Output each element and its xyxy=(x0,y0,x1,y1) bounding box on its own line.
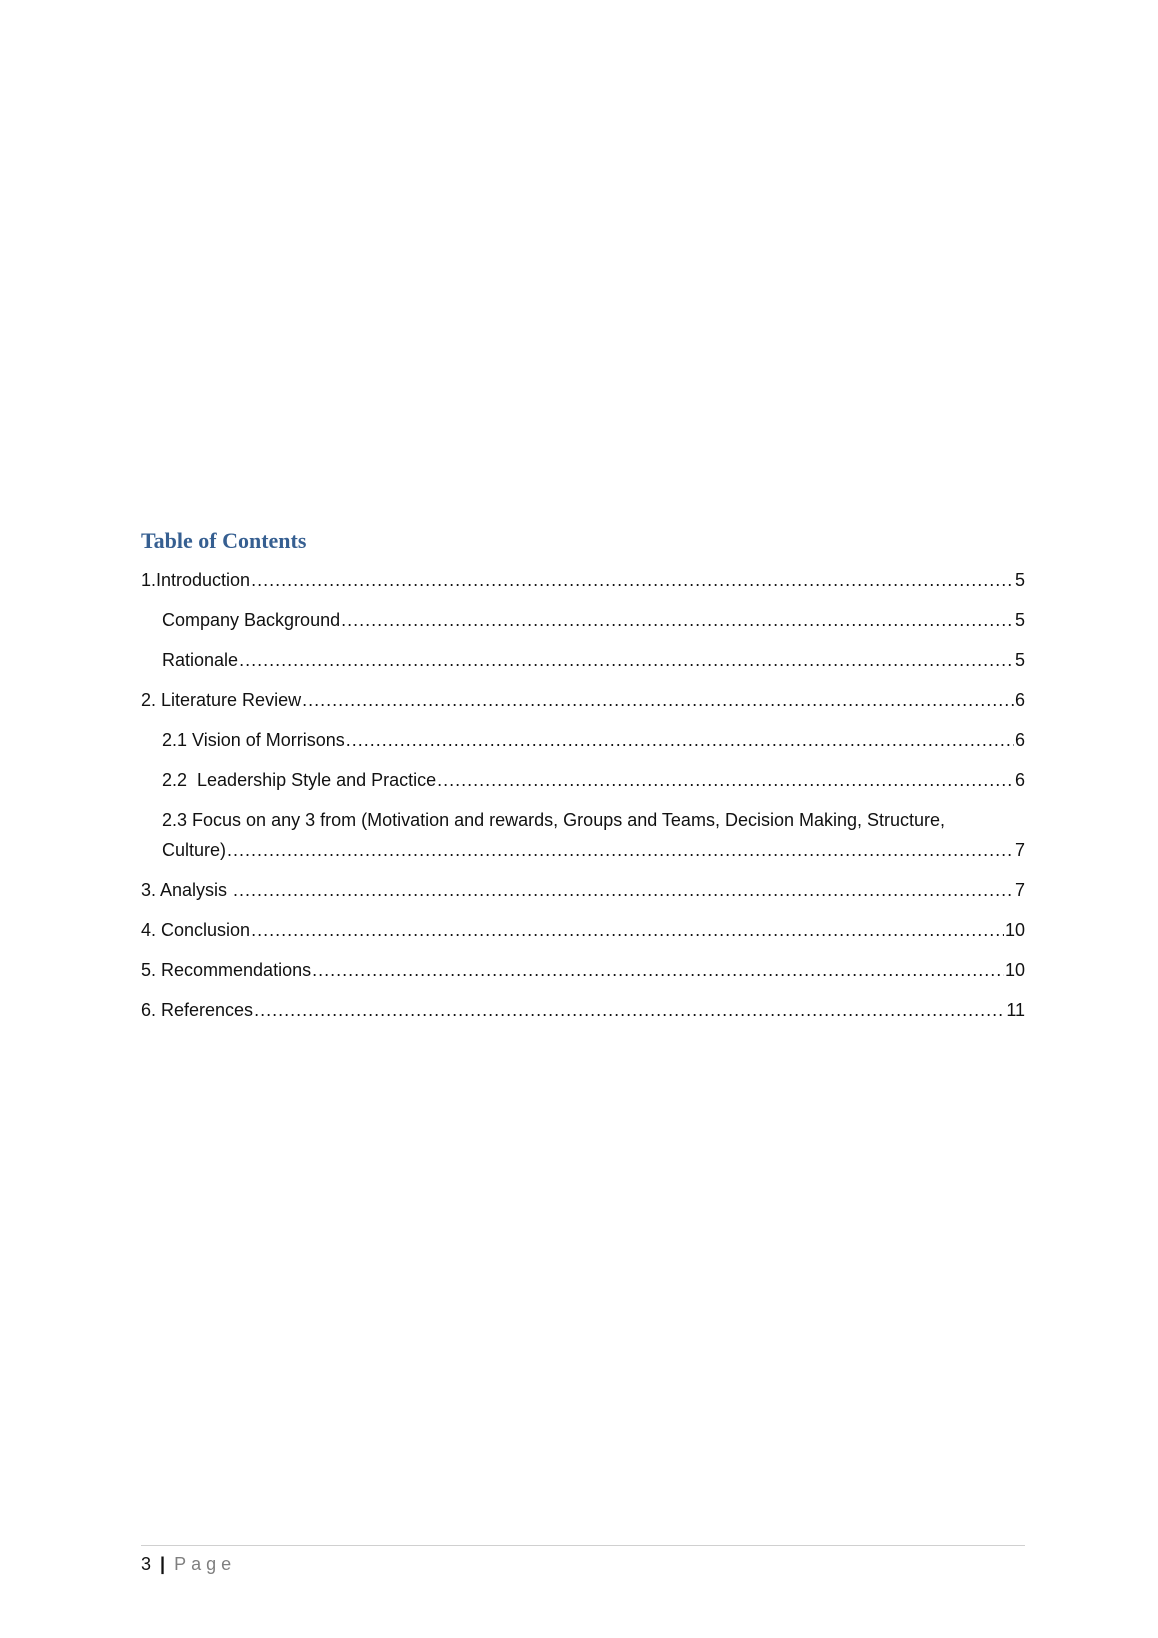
toc-leader-dots xyxy=(302,685,1014,715)
toc-entry-page: 6 xyxy=(1014,770,1025,790)
toc-entry-label-line1: 2.3 Focus on any 3 from (Motivation and rewards, Groups and Teams, Decision Making, Structure, xyxy=(162,810,946,830)
toc-entry-label: 6. References xyxy=(141,1000,254,1020)
toc-leader-dots xyxy=(239,645,1014,675)
toc-entry-line2 xyxy=(162,835,1025,865)
toc-entry-page: 11 xyxy=(1006,1000,1025,1020)
toc-entry-label: Company Background xyxy=(162,610,341,630)
toc-entry-leadership-style[interactable] xyxy=(141,765,1025,795)
footer-separator: | xyxy=(160,1554,166,1574)
toc-entry-company-background[interactable] xyxy=(141,605,1025,635)
toc-entry-introduction[interactable] xyxy=(141,565,1025,595)
toc-entry-page: 7 xyxy=(1014,880,1025,900)
toc-leader-dots xyxy=(312,955,1004,985)
toc-entry-page: 6 xyxy=(1014,730,1025,750)
table-of-contents xyxy=(141,526,1025,1035)
toc-entry-label: Rationale xyxy=(162,650,239,670)
toc-leader-dots xyxy=(437,765,1014,795)
toc-leader-dots xyxy=(227,835,1014,865)
toc-entry-label: 2.2 Leadership Style and Practice xyxy=(162,770,437,790)
toc-entry-literature-review[interactable] xyxy=(141,685,1025,715)
toc-entry-label: 1.Introduction xyxy=(141,570,251,590)
toc-entry-page: 10 xyxy=(1004,960,1025,980)
toc-entry-page: 5 xyxy=(1014,610,1025,630)
toc-entry-vision-of-morrisons[interactable] xyxy=(141,725,1025,755)
toc-entry-references[interactable] xyxy=(141,995,1025,1025)
footer-page-number: 3 xyxy=(141,1554,152,1574)
toc-leader-dots xyxy=(233,875,1014,905)
toc-leader-dots xyxy=(346,725,1014,755)
toc-heading: Table of Contents xyxy=(141,528,307,553)
toc-entry-rationale[interactable] xyxy=(141,645,1025,675)
page-footer xyxy=(141,1545,1025,1578)
toc-entry-page: 7 xyxy=(1014,840,1025,860)
toc-entry-label: 5. Recommendations xyxy=(141,960,312,980)
toc-entry-analysis[interactable] xyxy=(141,875,1025,905)
toc-entry-recommendations[interactable] xyxy=(141,955,1025,985)
toc-leader-dots xyxy=(341,605,1014,635)
toc-leader-dots xyxy=(251,915,1004,945)
toc-entry-label: 4. Conclusion xyxy=(141,920,251,940)
toc-entry-page: 5 xyxy=(1014,650,1025,670)
toc-entry-label: 2. Literature Review xyxy=(141,690,302,710)
toc-entry-focus-on-three[interactable] xyxy=(141,805,1025,865)
footer-page-word: Page xyxy=(174,1554,237,1574)
toc-entry-label-line2: Culture) xyxy=(162,840,227,860)
toc-entry-label: 2.1 Vision of Morrisons xyxy=(162,730,345,750)
toc-entry-page: 10 xyxy=(1004,920,1025,940)
toc-leader-dots xyxy=(251,565,1014,595)
toc-entry-page: 5 xyxy=(1014,570,1025,590)
toc-entry-page: 6 xyxy=(1014,690,1025,710)
toc-leader-dots xyxy=(254,995,1005,1025)
toc-entry-conclusion[interactable] xyxy=(141,915,1025,945)
toc-entry-label: 3. Analysis xyxy=(141,880,233,900)
